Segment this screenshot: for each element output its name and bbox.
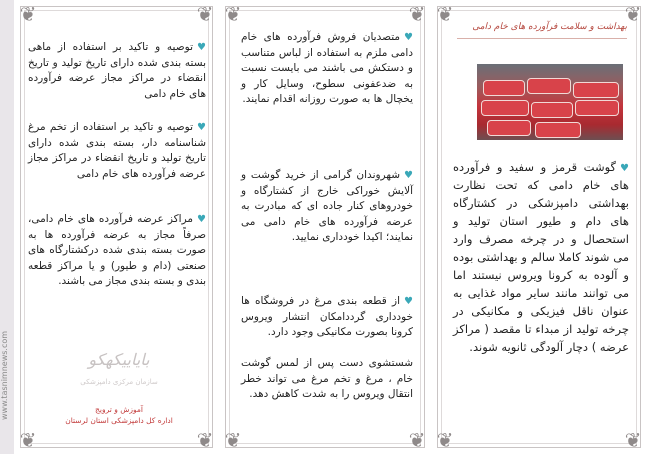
meat-display-photo <box>477 64 623 140</box>
tip-vendors <box>241 30 413 108</box>
heart-bullet-icon: ♥ <box>404 170 413 181</box>
tip-sellers <box>28 212 206 290</box>
right-panel <box>431 0 647 454</box>
corner-ornament-icon: ❦ <box>196 428 214 452</box>
tip-chicken-cutting <box>241 294 413 341</box>
tip-eggs <box>28 120 206 182</box>
side-strip <box>0 0 14 454</box>
heart-bullet-icon: ♥ <box>620 163 629 174</box>
footer-line-2: اداره کل دامپزشکی استان لرستان <box>65 416 173 425</box>
corner-ornament-icon: ❦ <box>19 2 37 26</box>
corner-ornament-icon: ❦ <box>436 2 454 26</box>
heart-bullet-icon: ♥ <box>197 122 206 133</box>
tip-fish <box>28 40 206 102</box>
tip-text: از قطعه بندی مرغ در فروشگاه ها خودداری گرددامکان انتشار ویروس کرونا بصورت مکانیکی وجود دارد. <box>241 295 413 338</box>
tip-text: توصیه و تاکید بر استفاده از تخم مرغ شناسنامه دار، بسته بندی شده دارای تاریخ تولید و تاریخ انقضاء در مراکز مجاز عرضه فرآورده های خام دامی <box>28 121 206 180</box>
intro-body: گوشت قرمز و سفید و فرآورده های خام دامی که تحت نظارت بهداشتی دامپزشکی در کشتارگاه های دام و طیور استان تولید و استحصال و در چرخه مصرف وارد می شوند کاملا سالم و بهداشتی بوده و آلوده به کرونا ویروس نیستند اما می توانند مانند سایر مواد غذایی به عنوان ناقل فیزیکی و مکانیکی در چرخه تولید از مبداء تا مقصد ( مراکز عرضه ) دچار آلودگی ثانویه شوند. <box>453 160 629 354</box>
heart-bullet-icon: ♥ <box>197 214 206 225</box>
title-divider <box>457 38 627 39</box>
corner-ornament-icon: ❦ <box>19 428 37 452</box>
tip-text: متصدیان فروش فرآورده های خام دامی ملزم به استفاده از لباس متناسب و دستکش می باشند می بایست نسبت به ضدعفونی سطوح، وسایل کار و یخچال ها به صورت روزانه اقدام نمایند. <box>241 31 413 105</box>
tip-text: توصیه و تاکید بر استفاده از ماهی بسته بندی شده دارای تاریخ تولید و تاریخ انقضاء در مراکز مجاز عرضه فرآورده های خام دامی <box>28 41 206 100</box>
organization-logo-sub: سازمان مرکزی دامپزشکی <box>80 378 158 386</box>
organization-logo: بایاییکهکو <box>88 350 150 369</box>
corner-ornament-icon: ❦ <box>224 428 242 452</box>
middle-panel <box>219 0 431 454</box>
heart-bullet-icon: ♥ <box>404 296 413 307</box>
heart-bullet-icon: ♥ <box>404 32 413 43</box>
corner-ornament-icon: ❦ <box>196 2 214 26</box>
watermark: www.tasnimnews.com <box>0 330 9 420</box>
tip-text: شستشوی دست پس از لمس گوشت خام ، مرغ و تخم مرغ می تواند خطر انتقال ویروس را به شدت کاهش دهد. <box>241 357 413 400</box>
footer-credits <box>44 404 194 426</box>
corner-ornament-icon: ❦ <box>624 428 642 452</box>
page-title: بهداشت و سلامت فرآورده های خام دامی <box>472 22 627 32</box>
tip-text: مراکز عرضه فرآورده های خام دامی، صرفاً مجاز به عرضه فرآورده ها به صورت بسته بندی شده درکشتارگاه های صنعتی (دام و طیور) و یا مراکز قطعه بندی و بسته بندی مجاز می باشند. <box>28 213 206 287</box>
corner-ornament-icon: ❦ <box>408 2 426 26</box>
left-panel <box>14 0 219 454</box>
corner-ornament-icon: ❦ <box>436 428 454 452</box>
corner-ornament-icon: ❦ <box>408 428 426 452</box>
corner-ornament-icon: ❦ <box>624 2 642 26</box>
heart-bullet-icon: ♥ <box>197 42 206 53</box>
corner-ornament-icon: ❦ <box>224 2 242 26</box>
intro-text <box>453 158 629 356</box>
footer-line-1: آموزش و ترویج <box>95 405 143 414</box>
tip-citizens <box>241 168 413 246</box>
tip-handwash <box>241 356 413 403</box>
tip-text: شهروندان گرامی از خرید گوشت و آلایش خوراکی خارج از کشتارگاه و خودروهای کنار جاده ای که مبادرت به عرضه فرآورده های خام دامی می نمایند؛ اکیدا خودداری نمایید. <box>241 169 413 243</box>
